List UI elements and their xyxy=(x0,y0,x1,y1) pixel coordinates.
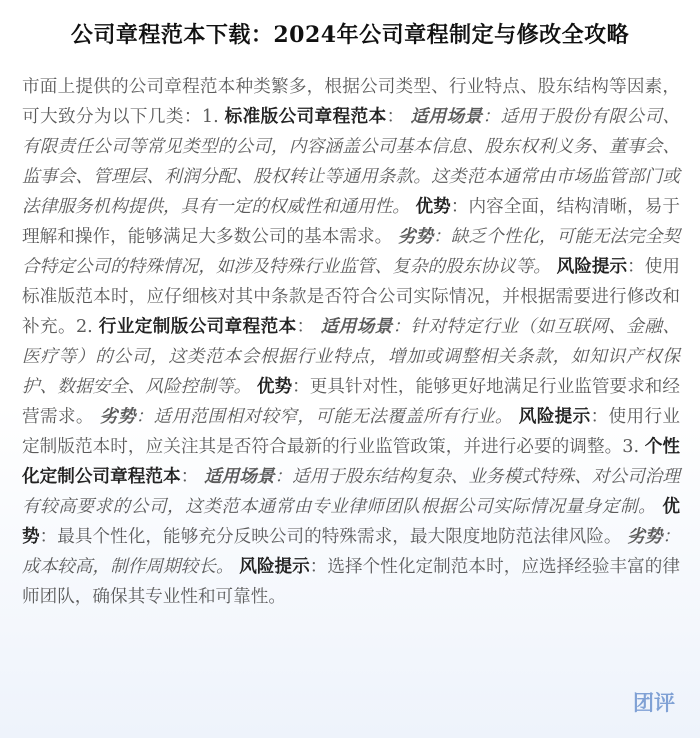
risk-text: ：选择个性化定制范本时，应选择经验丰富的律师团队，确保其专业性和可靠性。 xyxy=(22,557,680,607)
section-number: 3. xyxy=(622,437,645,457)
scope-text: ：适用于股东结构复杂、业务模式特殊、对公司治理有较高要求的公司，这类范本通常由专业律师团队根据公司实际情况量身定制。 xyxy=(22,467,680,517)
pros-text: ：内容全面，结构清晰，易于理解和操作，能够满足大多数公司的基本需求。 xyxy=(22,197,680,247)
watermark-text: 团评 xyxy=(633,691,675,715)
cons-label: 劣势 xyxy=(99,406,136,427)
risk-label: 风险提示 xyxy=(239,556,310,577)
watermark-logo xyxy=(630,688,678,716)
section-heading: 个性化定制公司章程范本 xyxy=(22,436,680,487)
cons-label: 劣势 xyxy=(627,526,663,547)
cons-label: 劣势 xyxy=(397,226,434,247)
pros-text: ：最具个性化，能够充分反映公司的特殊需求，最大限度地防范法律风险。 xyxy=(39,527,622,547)
section-heading: 行业定制版公司章程范本 xyxy=(98,316,297,337)
cons-text: ：缺乏个性化，可能无法完全契合特定公司的特殊情况，如涉及特殊行业监管、复杂的股东协议等。 xyxy=(22,227,680,277)
pros-label: 优势 xyxy=(415,196,451,217)
section-industry: 2. 行业定制版公司章程范本： 适用场景：针对特定行业（如互联网、金融、医疗等）的公司，这类范本会根据行业特点，增加或调整相关条款，如知识产权保护、数据安全、风险控制等。 优势：更具针对性，能够更好地满足行业监管要求和经营需求。 劣势：适用范围相对较窄，可能无法覆盖所有行业。 风险提示：使用行业定制版范本时，应关注其是否符合最新的行业监管政策，并进行必要的调整。 xyxy=(22,316,680,457)
cons-text: ：成本较高，制作周期较长。 xyxy=(22,527,680,577)
section-number: 1. xyxy=(201,107,225,127)
risk-text: ：使用标准版范本时，应仔细核对其中条款是否符合公司实际情况，并根据需要进行修改和补充。 xyxy=(22,257,680,337)
pros-label: 优势 xyxy=(22,496,680,547)
risk-label: 风险提示 xyxy=(518,406,591,427)
article-body xyxy=(22,72,680,612)
section-number: 2. xyxy=(75,317,99,337)
scope-text: ：针对特定行业（如互联网、金融、医疗等）的公司，这类范本会根据行业特点，增加或调整相关条款，如知识产权保护、数据安全、风险控制等。 xyxy=(22,317,680,397)
scope-label: 适用场景 xyxy=(410,106,483,127)
intro-text: 市面上提供的公司章程范本种类繁多，根据公司类型、行业特点、股东结构等因素，可大致分为以下几类： xyxy=(22,77,680,127)
pros-text: ：更具针对性，能够更好地满足行业监管要求和经营需求。 xyxy=(22,377,680,427)
risk-text: ：使用行业定制版范本时，应关注其是否符合最新的行业监管政策，并进行必要的调整。 xyxy=(22,407,680,457)
scope-label: 适用场景 xyxy=(203,466,275,487)
section-custom: 3. 个性化定制公司章程范本： 适用场景：适用于股东结构复杂、业务模式特殊、对公司治理有较高要求的公司，这类范本通常由专业律师团队根据公司实际情况量身定制。 优势：最具个性化，能够充分反映公司的特殊需求，最大限度地防范法律风险。 劣势：成本较高，制作周期较长。 风险提示：选择个性化定制范本时，应选择经验丰富的律师团队，确保其专业性和可靠性。 xyxy=(22,436,680,607)
section-standard: 1. 标准版公司章程范本： 适用场景：适用于股份有限公司、有限责任公司等常见类型的公司，内容涵盖公司基本信息、股东权利义务、董事会、监事会、管理层、利润分配、股权转让等通用条款。这类范本通常由市场监管部门或法律服务机构提供，具有一定的权威性和通用性。 优势：内容全面，结构清晰，易于理解和操作，能够满足大多数公司的基本需求。 劣势：缺乏个性化，可能无法完全契合特定公司的特殊情况，如涉及特殊行业监管、复杂的股东协议等。 风险提示：使用标准版范本时，应仔细核对其中条款是否符合公司实际情况，并根据需要进行修改和补充。 xyxy=(22,106,680,337)
pros-label: 优势 xyxy=(256,376,293,397)
risk-label: 风险提示 xyxy=(556,256,628,277)
section-heading: 标准版公司章程范本 xyxy=(224,106,387,127)
scope-text: ：适用于股份有限公司、有限责任公司等常见类型的公司，内容涵盖公司基本信息、股东权利义务、董事会、监事会、管理层、利润分配、股权转让等通用条款。这类范本通常由市场监管部门或法律服务机构提供，具有一定的权威性和通用性。 xyxy=(22,107,680,217)
scope-label: 适用场景 xyxy=(320,316,393,337)
article-title: 公司章程范本下载：2024年公司章程制定与修改全攻略 xyxy=(70,22,630,48)
cons-text: ：适用范围相对较窄，可能无法覆盖所有行业。 xyxy=(135,407,513,427)
